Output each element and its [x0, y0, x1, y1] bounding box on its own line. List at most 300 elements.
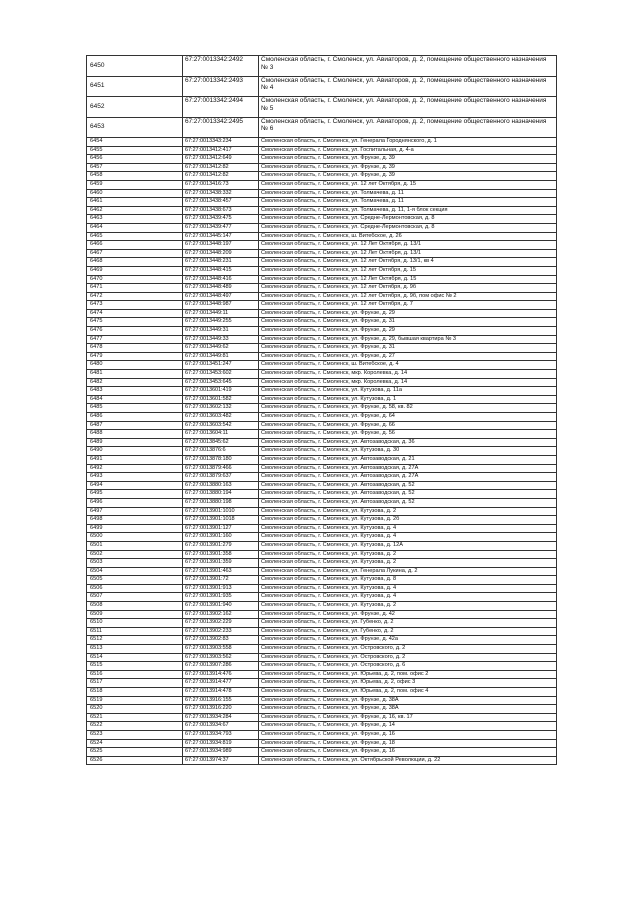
row-number: 6483	[87, 387, 183, 396]
cadastral-number: 67:27:0013974:37	[183, 756, 259, 765]
cadastral-number: 67:27:0013934:284	[183, 713, 259, 722]
cadastral-number: 67:27:0013438:457	[183, 198, 259, 207]
address: Смоленская область, г. Смоленск, мкр. Королевка, д. 14	[259, 370, 557, 379]
row-number: 6474	[87, 309, 183, 318]
table-row	[87, 198, 557, 207]
row-number: 6500	[87, 533, 183, 542]
address: Смоленская область, г. Смоленск, ул. Фрунзе, д. 16, кв. 17	[259, 713, 557, 722]
address: Смоленская область, г. Смоленск, ул. 12 лет Октября, д. 13/1, кв 4	[259, 258, 557, 267]
cadastral-number: 67:27:0013453:645	[183, 378, 259, 387]
address: Смоленская область, г. Смоленск, ул. Госпитальная, д. 4-а	[259, 146, 557, 155]
table-row	[87, 249, 557, 258]
row-number: 6496	[87, 498, 183, 507]
table-row	[87, 636, 557, 645]
row-number: 6497	[87, 507, 183, 516]
cadastral-number: 67:27:0013934:989	[183, 748, 259, 757]
table-row	[87, 481, 557, 490]
table-row	[87, 309, 557, 318]
cadastral-number: 67:27:0013412:649	[183, 155, 259, 164]
address: Смоленская область, г. Смоленск, ул. Средне-Лермонтовская, д. 8	[259, 223, 557, 232]
address: Смоленская область, г. Смоленск, ул. Островского, д. 2	[259, 645, 557, 654]
address: Смоленская область, г. Смоленск, ул. Кутузова, д. 2б	[259, 516, 557, 525]
row-number: 6518	[87, 688, 183, 697]
address: Смоленская область, г. Смоленск, ул. Фрунзе, д. 29	[259, 309, 557, 318]
row-number: 6463	[87, 215, 183, 224]
row-number: 6479	[87, 352, 183, 361]
cadastral-number: 67:27:0013916:155	[183, 696, 259, 705]
cadastral-number: 67:27:0013934:67	[183, 722, 259, 731]
cadastral-number: 67:27:0013451:247	[183, 361, 259, 370]
table-row	[87, 627, 557, 636]
table-row	[87, 610, 557, 619]
row-number: 6484	[87, 395, 183, 404]
table-row	[87, 370, 557, 379]
address: Смоленская область, г. Смоленск, ул. Генерала Городнянского, д. 1	[259, 138, 557, 147]
address: Смоленская область, г. Смоленск, ул. Кутузова, д. 8	[259, 576, 557, 585]
cadastral-number: 67:27:0013439:477	[183, 223, 259, 232]
property-registry-table	[86, 55, 557, 765]
row-number: 6520	[87, 705, 183, 714]
cadastral-number: 67:27:0013438:673	[183, 206, 259, 215]
table-row	[87, 619, 557, 628]
table-row	[87, 516, 557, 525]
table-row	[87, 335, 557, 344]
row-number: 6460	[87, 189, 183, 198]
row-number: 6476	[87, 327, 183, 336]
cadastral-number: 67:27:0013448:231	[183, 258, 259, 267]
cadastral-number: 67:27:0013901:463	[183, 567, 259, 576]
cadastral-number: 67:27:0013439:475	[183, 215, 259, 224]
table-row	[87, 155, 557, 164]
row-number: 6465	[87, 232, 183, 241]
row-number: 6493	[87, 473, 183, 482]
row-number: 6490	[87, 447, 183, 456]
address: Смоленская область, г. Смоленск, ул. Фрунзе, д. 14	[259, 722, 557, 731]
address: Смоленская область, г. Смоленск, ул. Островского, д. 2	[259, 653, 557, 662]
row-number: 6458	[87, 172, 183, 181]
table-row	[87, 117, 557, 138]
cadastral-number: 67:27:0013934:819	[183, 739, 259, 748]
table-row	[87, 688, 557, 697]
row-number: 6491	[87, 455, 183, 464]
table-row	[87, 705, 557, 714]
table-row	[87, 206, 557, 215]
row-number: 6473	[87, 301, 183, 310]
address: Смоленская область, г. Смоленск, ул. Фрунзе, д. 64	[259, 413, 557, 422]
row-number: 6481	[87, 370, 183, 379]
cadastral-number: 67:27:0013448:489	[183, 284, 259, 293]
cadastral-number: 67:27:0013601:419	[183, 387, 259, 396]
table-row	[87, 292, 557, 301]
cadastral-number: 67:27:0013879:466	[183, 464, 259, 473]
table-row	[87, 507, 557, 516]
row-number: 6516	[87, 670, 183, 679]
table-row	[87, 593, 557, 602]
row-number: 6512	[87, 636, 183, 645]
table-row	[87, 696, 557, 705]
address: Смоленская область, г. Смоленск, ул. 12 Лет Октября, д. 15	[259, 275, 557, 284]
address: Смоленская область, г. Смоленск, ул. Авиаторов, д. 2, помещение общественного назначения № 6	[259, 117, 557, 138]
row-number: 6451	[87, 76, 183, 97]
cadastral-number: 67:27:0013901:358	[183, 550, 259, 559]
table-row	[87, 327, 557, 336]
table-row	[87, 266, 557, 275]
address: Смоленская область, г. Смоленск, ул. Кутузова, д. 2	[259, 602, 557, 611]
cadastral-number: 67:27:0013901:359	[183, 559, 259, 568]
address: Смоленская область, г. Смоленск, ул. Фрунзе, д. 39	[259, 172, 557, 181]
address: Смоленская область, г. Смоленск, ул. Авиаторов, д. 2, помещение общественного назначения № 4	[259, 76, 557, 97]
address: Смоленская область, г. Смоленск, ул. Автозаводская, д. 36	[259, 438, 557, 447]
table-row	[87, 438, 557, 447]
table-row	[87, 584, 557, 593]
cadastral-number: 67:27:0013901:127	[183, 524, 259, 533]
row-number: 6477	[87, 335, 183, 344]
address: Смоленская область, г. Смоленск, ул. Кутузова, д. 4	[259, 593, 557, 602]
table-row	[87, 378, 557, 387]
table-row	[87, 559, 557, 568]
cadastral-number: 67:27:0013901:279	[183, 541, 259, 550]
address: Смоленская область, г. Смоленск, ул. Кутузова, д. 2	[259, 507, 557, 516]
table-row	[87, 215, 557, 224]
cadastral-number: 67:27:0013902:83	[183, 636, 259, 645]
table-row	[87, 275, 557, 284]
row-number: 6506	[87, 584, 183, 593]
address: Смоленская область, г. Смоленск, ул. Толмачева, д. 11, 1-я блок секция	[259, 206, 557, 215]
cadastral-number: 67:27:0013901:160	[183, 533, 259, 542]
table-row	[87, 756, 557, 765]
table-row	[87, 146, 557, 155]
table-row	[87, 404, 557, 413]
row-number: 6485	[87, 404, 183, 413]
row-number: 6464	[87, 223, 183, 232]
table-row	[87, 653, 557, 662]
address: Смоленская область, г. Смоленск, ул. Кутузова, д. 4	[259, 524, 557, 533]
cadastral-number: 67:27:0013449:62	[183, 344, 259, 353]
row-number: 6459	[87, 180, 183, 189]
cadastral-number: 67:27:0013449:255	[183, 318, 259, 327]
address: Смоленская область, г. Смоленск, ул. Средне-Лермонтовская, д. 8	[259, 215, 557, 224]
cadastral-number: 67:27:0013342:2494	[183, 97, 259, 118]
table-row	[87, 344, 557, 353]
row-number: 6495	[87, 490, 183, 499]
registry-page	[86, 55, 556, 765]
row-number: 6499	[87, 524, 183, 533]
address: Смоленская область, г. Смоленск, ул. Автозаводская, д. 27А	[259, 464, 557, 473]
table-row	[87, 395, 557, 404]
address: Смоленская область, г. Смоленск, ул. Автозаводская, д. 21	[259, 455, 557, 464]
cadastral-number: 67:27:0013449:33	[183, 335, 259, 344]
cadastral-number: 67:27:0013901:1018	[183, 516, 259, 525]
row-number: 6450	[87, 56, 183, 77]
table-row	[87, 464, 557, 473]
table-row	[87, 645, 557, 654]
address: Смоленская область, г. Смоленск, ул. Кутузова, д. 4	[259, 584, 557, 593]
cadastral-number: 67:27:0013901:72	[183, 576, 259, 585]
address: Смоленская область, г. Смоленск, ул. Автозаводская, д. 52	[259, 498, 557, 507]
address: Смоленская область, г. Смоленск, ул. Фрунзе, д. 16	[259, 730, 557, 739]
table-row	[87, 387, 557, 396]
cadastral-number: 67:27:0013902:229	[183, 619, 259, 628]
cadastral-number: 67:27:0013449:81	[183, 352, 259, 361]
row-number: 6494	[87, 481, 183, 490]
cadastral-number: 67:27:0013907:286	[183, 662, 259, 671]
cadastral-number: 67:27:0013448:197	[183, 241, 259, 250]
cadastral-number: 67:27:0013449:11	[183, 309, 259, 318]
cadastral-number: 67:27:0013453:602	[183, 370, 259, 379]
table-row	[87, 455, 557, 464]
address: Смоленская область, г. Смоленск, ул. Фрунзе, д. 16	[259, 748, 557, 757]
row-number: 6480	[87, 361, 183, 370]
address: Смоленская область, г. Смоленск, ул. 12 Лет Октября, д. 13/1	[259, 241, 557, 250]
cadastral-number: 67:27:0013448:987	[183, 301, 259, 310]
address: Смоленская область, г. Смоленск, ул. Фрунзе, д. 38А	[259, 705, 557, 714]
table-row	[87, 430, 557, 439]
cadastral-number: 67:27:0013934:793	[183, 730, 259, 739]
row-number: 6501	[87, 541, 183, 550]
address: Смоленская область, г. Смоленск, ул. Фрунзе, д. 39	[259, 155, 557, 164]
address: Смоленская область, г. Смоленск, ул. Фрунзе, д. 42	[259, 610, 557, 619]
table-row	[87, 748, 557, 757]
address: Смоленская область, г. Смоленск, ул. Фрунзе, д. 42а	[259, 636, 557, 645]
address: Смоленская область, г. Смоленск, ш. Витебское, д. 4	[259, 361, 557, 370]
cadastral-number: 67:27:0013902:162	[183, 610, 259, 619]
row-number: 6525	[87, 748, 183, 757]
address: Смоленская область, г. Смоленск, ул. 12 Лет Октября, д. 13/1	[259, 249, 557, 258]
row-number: 6515	[87, 662, 183, 671]
row-number: 6454	[87, 138, 183, 147]
row-number: 6488	[87, 430, 183, 439]
cadastral-number: 67:27:0013412:82	[183, 163, 259, 172]
address: Смоленская область, г. Смоленск, ул. Фрунзе, д. 38А	[259, 696, 557, 705]
row-number: 6455	[87, 146, 183, 155]
cadastral-number: 67:27:0013901:1010	[183, 507, 259, 516]
row-number: 6524	[87, 739, 183, 748]
address: Смоленская область, г. Смоленск, ул. Толмачева, д. 11	[259, 198, 557, 207]
cadastral-number: 67:27:0013914:477	[183, 679, 259, 688]
row-number: 6492	[87, 464, 183, 473]
address: Смоленская область, г. Смоленск, ул. Автозаводская, д. 27А	[259, 473, 557, 482]
cadastral-number: 67:27:0013903:558	[183, 645, 259, 654]
table-row	[87, 490, 557, 499]
row-number: 6466	[87, 241, 183, 250]
cadastral-number: 67:27:0013412:82	[183, 172, 259, 181]
row-number: 6468	[87, 258, 183, 267]
address: Смоленская область, г. Смоленск, ул. Юрьева, д. 2, пом. офис 4	[259, 688, 557, 697]
address: Смоленская область, г. Смоленск, ул. 12 лет Октября, д. 15	[259, 266, 557, 275]
address: Смоленская область, г. Смоленск, ул. 12 лет Октября, д. 9б, пом офис № 2	[259, 292, 557, 301]
table-row	[87, 662, 557, 671]
table-row	[87, 352, 557, 361]
row-number: 6470	[87, 275, 183, 284]
table-row	[87, 713, 557, 722]
address: Смоленская область, г. Смоленск, ул. Фрунзе, д. 31	[259, 318, 557, 327]
cadastral-number: 67:27:0013878:180	[183, 455, 259, 464]
row-number: 6507	[87, 593, 183, 602]
cadastral-number: 67:27:0013601:582	[183, 395, 259, 404]
cadastral-number: 67:27:0013603:542	[183, 421, 259, 430]
row-number: 6511	[87, 627, 183, 636]
row-number: 6509	[87, 610, 183, 619]
address: Смоленская область, г. Смоленск, мкр. Королевка, д. 14	[259, 378, 557, 387]
cadastral-number: 67:27:0013916:220	[183, 705, 259, 714]
cadastral-number: 67:27:0013845:62	[183, 438, 259, 447]
table-row	[87, 567, 557, 576]
cadastral-number: 67:27:0013602:132	[183, 404, 259, 413]
table-row	[87, 722, 557, 731]
cadastral-number: 67:27:0013901:940	[183, 602, 259, 611]
address: Смоленская область, г. Смоленск, ул. Юрьева, д. 2, офис 3	[259, 679, 557, 688]
address: Смоленская область, г. Смоленск, ул. 12 лет Октября, д. 15	[259, 180, 557, 189]
cadastral-number: 67:27:0013603:482	[183, 413, 259, 422]
address: Смоленская область, г. Смоленск, ул. Фрунзе, д. 31	[259, 344, 557, 353]
table-row	[87, 76, 557, 97]
table-row	[87, 301, 557, 310]
cadastral-number: 67:27:0013412:417	[183, 146, 259, 155]
cadastral-number: 67:27:0013880:163	[183, 481, 259, 490]
cadastral-number: 67:27:0013342:2492	[183, 56, 259, 77]
table-row	[87, 498, 557, 507]
cadastral-number: 67:27:0013901:913	[183, 584, 259, 593]
address: Смоленская область, г. Смоленск, ул. Губенко, д. 2	[259, 627, 557, 636]
row-number: 6526	[87, 756, 183, 765]
row-number: 6522	[87, 722, 183, 731]
cadastral-number: 67:27:0013438:332	[183, 189, 259, 198]
address: Смоленская область, г. Смоленск, ул. Фрунзе, д. 27	[259, 352, 557, 361]
row-number: 6453	[87, 117, 183, 138]
address: Смоленская область, г. Смоленск, ул. 12 лет Октября, д. 7	[259, 301, 557, 310]
cadastral-number: 67:27:0013448:209	[183, 249, 259, 258]
row-number: 6508	[87, 602, 183, 611]
address: Смоленская область, г. Смоленск, ул. Фрунзе, д. 18	[259, 739, 557, 748]
cadastral-number: 67:27:0013876:6	[183, 447, 259, 456]
row-number: 6513	[87, 645, 183, 654]
cadastral-number: 67:27:0013445:147	[183, 232, 259, 241]
table-row	[87, 739, 557, 748]
cadastral-number: 67:27:0013448:497	[183, 292, 259, 301]
table-row	[87, 533, 557, 542]
table-row	[87, 524, 557, 533]
cadastral-number: 67:27:0013914:478	[183, 688, 259, 697]
row-number: 6504	[87, 567, 183, 576]
row-number: 6461	[87, 198, 183, 207]
address: Смоленская область, г. Смоленск, ул. Островского, д. 6	[259, 662, 557, 671]
address: Смоленская область, г. Смоленск, ул. Кутузова, д. 1	[259, 395, 557, 404]
table-row	[87, 138, 557, 147]
row-number: 6523	[87, 730, 183, 739]
table-row	[87, 361, 557, 370]
address: Смоленская область, г. Смоленск, ул. Авиаторов, д. 2, помещение общественного назначения № 3	[259, 56, 557, 77]
cadastral-number: 67:27:0013914:476	[183, 670, 259, 679]
cadastral-number: 67:27:0013342:2495	[183, 117, 259, 138]
cadastral-number: 67:27:0013448:415	[183, 266, 259, 275]
address: Смоленская область, г. Смоленск, ул. 12 лет Октября, д. 9б	[259, 284, 557, 293]
table-row	[87, 541, 557, 550]
row-number: 6457	[87, 163, 183, 172]
table-row	[87, 421, 557, 430]
table-row	[87, 258, 557, 267]
row-number: 6503	[87, 559, 183, 568]
registry-table-body	[87, 56, 557, 765]
row-number: 6471	[87, 284, 183, 293]
cadastral-number: 67:27:0013342:2493	[183, 76, 259, 97]
address: Смоленская область, г. Смоленск, ул. Кутузова, д. 11а	[259, 387, 557, 396]
row-number: 6498	[87, 516, 183, 525]
table-row	[87, 576, 557, 585]
table-row	[87, 679, 557, 688]
cadastral-number: 67:27:0013901:935	[183, 593, 259, 602]
address: Смоленская область, г. Смоленск, ул. Кутузова, д. 4	[259, 533, 557, 542]
row-number: 6489	[87, 438, 183, 447]
cadastral-number: 67:27:0013416:73	[183, 180, 259, 189]
table-row	[87, 223, 557, 232]
row-number: 6486	[87, 413, 183, 422]
table-row	[87, 56, 557, 77]
row-number: 6452	[87, 97, 183, 118]
address: Смоленская область, г. Смоленск, ул. Кутузова, д. 2	[259, 559, 557, 568]
row-number: 6472	[87, 292, 183, 301]
table-row	[87, 602, 557, 611]
cadastral-number: 67:27:0013903:562	[183, 653, 259, 662]
row-number: 6475	[87, 318, 183, 327]
cadastral-number: 67:27:0013879:637	[183, 473, 259, 482]
table-row	[87, 447, 557, 456]
address: Смоленская область, г. Смоленск, ул. Фрунзе, д. 29	[259, 327, 557, 336]
cadastral-number: 67:27:0013880:198	[183, 498, 259, 507]
address: Смоленская область, г. Смоленск, ул. Автозаводская, д. 52	[259, 481, 557, 490]
address: Смоленская область, г. Смоленск, ул. Толмачева, д. 11	[259, 189, 557, 198]
address: Смоленская область, г. Смоленск, ул. Кутузова, д. 12А	[259, 541, 557, 550]
address: Смоленская область, г. Смоленск, ул. Фрунзе, д. 39	[259, 163, 557, 172]
row-number: 6519	[87, 696, 183, 705]
row-number: 6521	[87, 713, 183, 722]
address: Смоленская область, г. Смоленск, ул. Генерала Лукина, д. 2	[259, 567, 557, 576]
address: Смоленская область, г. Смоленск, ул. Фрунзе, д. 29, бывшая квартира № 3	[259, 335, 557, 344]
cadastral-number: 67:27:0013343:234	[183, 138, 259, 147]
address: Смоленская область, г. Смоленск, ул. Кутузова, д. 30	[259, 447, 557, 456]
address: Смоленская область, г. Смоленск, ул. Октябрьской Революции, д. 22	[259, 756, 557, 765]
row-number: 6514	[87, 653, 183, 662]
row-number: 6510	[87, 619, 183, 628]
table-row	[87, 318, 557, 327]
table-row	[87, 97, 557, 118]
address: Смоленская область, г. Смоленск, ул. Кутузова, д. 2	[259, 550, 557, 559]
cadastral-number: 67:27:0013880:194	[183, 490, 259, 499]
row-number: 6502	[87, 550, 183, 559]
row-number: 6462	[87, 206, 183, 215]
table-row	[87, 163, 557, 172]
address: Смоленская область, г. Смоленск, ул. Фрунзе, д. 58, кв. 82	[259, 404, 557, 413]
table-row	[87, 670, 557, 679]
table-row	[87, 730, 557, 739]
row-number: 6469	[87, 266, 183, 275]
address: Смоленская область, г. Смоленск, ул. Фрунзе, д. 66	[259, 421, 557, 430]
table-row	[87, 413, 557, 422]
table-row	[87, 180, 557, 189]
row-number: 6487	[87, 421, 183, 430]
cadastral-number: 67:27:0013604:11	[183, 430, 259, 439]
row-number: 6467	[87, 249, 183, 258]
table-row	[87, 284, 557, 293]
row-number: 6482	[87, 378, 183, 387]
cadastral-number: 67:27:0013902:233	[183, 627, 259, 636]
row-number: 6517	[87, 679, 183, 688]
cadastral-number: 67:27:0013448:416	[183, 275, 259, 284]
address: Смоленская область, г. Смоленск, ул. Автозаводская, д. 52	[259, 490, 557, 499]
row-number: 6505	[87, 576, 183, 585]
address: Смоленская область, г. Смоленск, ш. Витебское, д. 26	[259, 232, 557, 241]
address: Смоленская область, г. Смоленск, ул. Фрунзе, д. 56	[259, 430, 557, 439]
table-row	[87, 473, 557, 482]
